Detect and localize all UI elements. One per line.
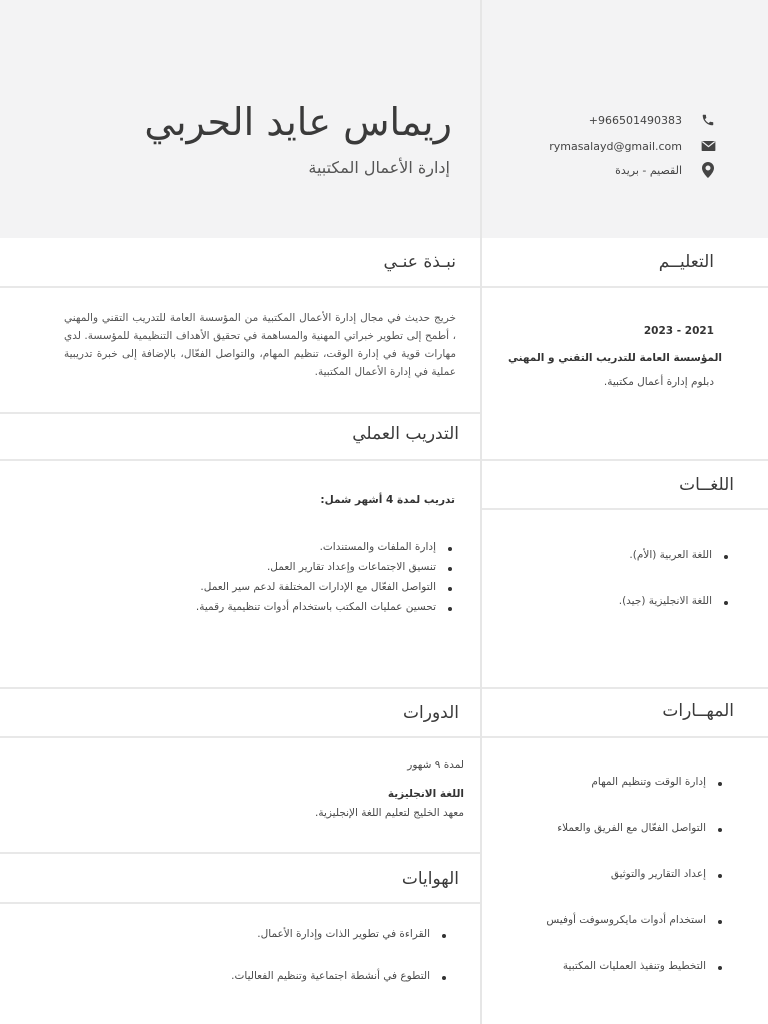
profile-text: خريج حديث في مجال إدارة الأعمال المكتبية من المؤسسة العامة للتدريب التقني والمهني ، أطمح إلى تطوير خبراتي المهنية والمساهمة في تحقيق الأهداف التنظيمية للمؤسسة. لدي مهارات قوية في إدارة الوقت، تنظيم المهام، والتواصل الفعّال، بالإضافة إلى خبرة تدريبية عملية في إدارة الأعمال المكتبية.: [64, 312, 456, 378]
education-degree: دبلوم إدارة أعمال مكتبية.: [603, 376, 714, 388]
hobbies-heading: الهوايات: [401, 869, 459, 889]
list-item: استخدام أدوات مايكروسوفت أوفيس: [546, 914, 722, 926]
divider: [482, 459, 768, 461]
contact-location: [615, 160, 716, 180]
training-list: [196, 541, 452, 613]
education-heading: التعليــم: [658, 252, 714, 272]
full-name: ريماس عايد الحربي: [144, 100, 452, 144]
education-years: 2021 - 2023: [643, 325, 714, 337]
contact-phone: [589, 110, 716, 130]
divider: [0, 736, 480, 738]
divider: [482, 286, 768, 288]
list-item: القراءة في تطوير الذات وإدارة الأعمال.: [231, 928, 446, 940]
languages-heading: اللغــات: [679, 475, 734, 495]
email-text: rymasalayd@gmail.com: [549, 139, 682, 153]
list-item: التخطيط وتنفيذ العمليات المكتبية: [546, 960, 722, 972]
skills-list: [546, 776, 722, 972]
course-provider: معهد الخليج لتعليم اللغة الإنجليزية.: [315, 807, 464, 819]
list-item: تحسين عمليات المكتب باستخدام أدوات تنظيمية رقمية.: [196, 601, 452, 613]
list-item: إدارة الوقت وتنظيم المهام: [546, 776, 722, 788]
list-item: اللغة الانجليزية (جيد).: [619, 595, 728, 607]
contact-email: [549, 136, 716, 156]
list-item: اللغة العربية (الأم).: [619, 549, 728, 561]
list-item: التواصل الفعّال مع الإدارات المختلفة لدعم سير العمل.: [196, 581, 452, 593]
list-item: التواصل الفعّال مع الفريق والعملاء: [546, 822, 722, 834]
list-item: إعداد التقارير والتوثيق: [546, 868, 722, 880]
skills-heading: المهــارات: [662, 701, 734, 721]
course-name: اللغة الانجليزية: [387, 788, 464, 800]
courses-heading: الدورات: [403, 703, 459, 723]
phone-icon: [700, 112, 716, 128]
divider: [0, 852, 480, 854]
divider: [0, 459, 480, 461]
course-duration: لمدة ٩ شهور: [407, 759, 464, 771]
education-institution: المؤسسة العامة للتدريب التقني و المهني: [507, 352, 722, 364]
divider: [482, 736, 768, 738]
phone-text: +966501490383: [588, 113, 682, 127]
training-intro: تدريب لمدة 4 أشهر شمل:: [320, 494, 455, 506]
job-title: إدارة الأعمال المكتبية: [308, 158, 450, 177]
divider: [482, 687, 768, 689]
divider: [0, 687, 480, 689]
divider: [0, 412, 480, 414]
divider: [0, 286, 480, 288]
column-divider: [480, 0, 482, 1024]
hobbies-list: [231, 928, 446, 982]
location-pin-icon: [700, 162, 716, 178]
list-item: التطوع في أنشطة اجتماعية وتنظيم الفعاليات.: [231, 970, 446, 982]
profile-heading: نبـذة عنـي: [383, 252, 456, 272]
divider: [0, 902, 480, 904]
list-item: إدارة الملفات والمستندات.: [196, 541, 452, 553]
divider: [482, 508, 768, 510]
languages-list: [619, 549, 728, 607]
location-text: القصيم - بريدة: [615, 163, 682, 177]
training-heading: التدريب العملي: [352, 424, 459, 444]
mail-icon: [700, 138, 716, 154]
list-item: تنسيق الاجتماعات وإعداد تقارير العمل.: [196, 561, 452, 573]
